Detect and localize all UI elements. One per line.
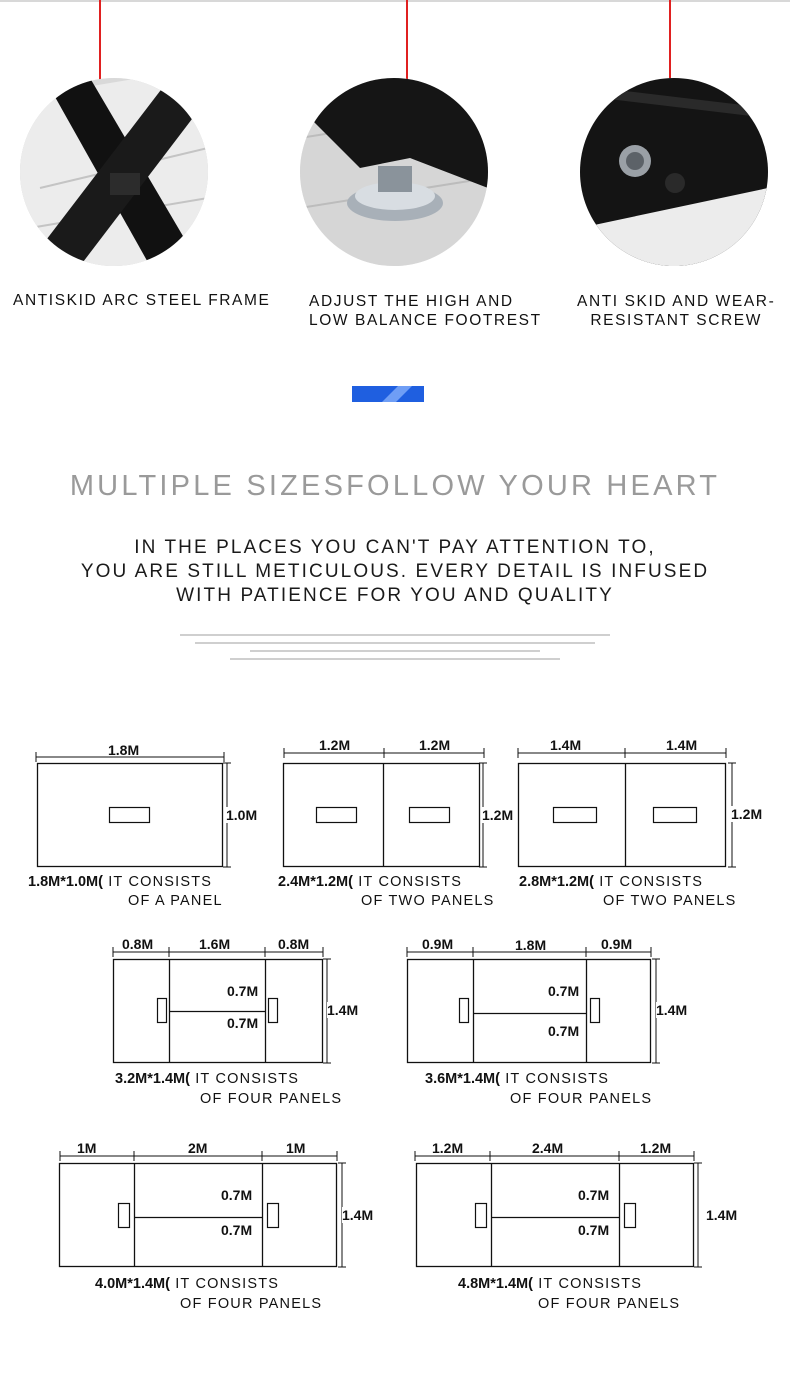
size-caption (28, 873, 212, 892)
size-diagram-2.4x1.2 (280, 735, 520, 870)
size-value: 3.2M*1.4M( (115, 1071, 190, 1087)
depth-label: 1.4M (706, 1207, 738, 1223)
size-value: 3.6M*1.4M( (425, 1071, 500, 1087)
feature-caption-line: ANTISKID ARC STEEL FRAME (13, 292, 271, 309)
feature-caption-line: ANTI SKID AND WEAR- (577, 293, 776, 310)
size-caption-line2: OF FOUR PANELS (180, 1296, 323, 1312)
panel-width-label: 1.4M (550, 737, 582, 753)
depth-label: 1.2M (482, 807, 514, 823)
size-diagram-3.2x1.4 (110, 935, 370, 1070)
red-pointer-line (99, 0, 101, 88)
decorative-fine-print (170, 634, 620, 664)
subtext-line: YOU ARE STILL METICULOUS. EVERY DETAIL IS INFUSED (80, 561, 710, 582)
half-depth-label: 0.7M (548, 983, 580, 999)
red-pointer-line (669, 0, 671, 80)
half-depth-label: 0.7M (221, 1187, 253, 1203)
panel-width-label: 1.4M (666, 737, 698, 753)
half-depth-label: 0.7M (227, 983, 259, 999)
wear-resistant-screw-photo (580, 78, 768, 266)
feature-caption-screw (577, 292, 775, 330)
half-depth-label: 0.7M (578, 1187, 610, 1203)
half-depth-label: 0.7M (221, 1222, 253, 1238)
size-caption (458, 1275, 642, 1294)
size-value: 4.0M*1.4M( (95, 1276, 170, 1292)
panel-width-label: 1.8M (515, 937, 547, 953)
size-diagram-4.8x1.4 (412, 1140, 752, 1275)
panel-width-label: 1.2M (640, 1140, 672, 1156)
feature-caption-line: RESISTANT SCREW (590, 312, 762, 329)
size-caption (115, 1070, 299, 1089)
section-subtext (0, 536, 790, 608)
feature-caption-line: LOW BALANCE FOOTREST (309, 312, 542, 329)
depth-label: 1.2M (731, 806, 763, 822)
size-value: 1.8M*1.0M( (28, 874, 103, 890)
depth-label: 1.0M (226, 807, 258, 823)
size-caption-line2: OF TWO PANELS (603, 893, 737, 909)
feature-caption-frame (13, 291, 270, 310)
arc-steel-frame-photo (20, 78, 208, 266)
panel-width-label: 0.9M (422, 936, 454, 952)
size-caption-line2: OF TWO PANELS (361, 893, 495, 909)
size-caption-text: IT CONSISTS (505, 1071, 610, 1087)
panel-width-label: 1.2M (319, 737, 351, 753)
section-headline: MULTIPLE SIZESFOLLOW YOUR HEART (69, 470, 721, 502)
table-outline (280, 735, 520, 870)
panel-width-label: 0.9M (601, 936, 633, 952)
panel-width-label: 1M (286, 1140, 306, 1156)
size-value: 4.8M*1.4M( (458, 1276, 533, 1292)
panel-width-label: 2M (188, 1140, 208, 1156)
panel-width-label: 1.6M (199, 936, 231, 952)
adjustable-footrest-photo (300, 78, 488, 266)
size-caption-line2: OF A PANEL (128, 893, 223, 909)
size-value: 2.4M*1.2M( (278, 874, 353, 890)
size-caption-text: IT CONSISTS (175, 1276, 280, 1292)
size-caption-line2: OF FOUR PANELS (510, 1091, 653, 1107)
width-label: 1.8M (108, 742, 140, 758)
half-depth-label: 0.7M (227, 1015, 259, 1031)
size-caption (278, 873, 462, 892)
size-caption-line2: OF FOUR PANELS (200, 1091, 343, 1107)
size-diagram-4.0x1.4 (56, 1140, 386, 1275)
top-divider (0, 0, 790, 2)
size-caption (425, 1070, 609, 1089)
size-caption (519, 873, 703, 892)
subtext-line: IN THE PLACES YOU CAN'T PAY ATTENTION TO, (134, 537, 656, 558)
panel-width-label: 1M (77, 1140, 97, 1156)
depth-label: 1.4M (656, 1002, 688, 1018)
section-accent-bar (352, 386, 424, 402)
panel-width-label: 1.2M (432, 1140, 464, 1156)
depth-label: 1.4M (342, 1207, 374, 1223)
feature-caption-footrest (309, 292, 542, 330)
depth-label: 1.4M (327, 1002, 359, 1018)
feature-caption-line: ADJUST THE HIGH AND (309, 293, 514, 310)
size-caption-text: IT CONSISTS (599, 874, 704, 890)
size-caption-line2: OF FOUR PANELS (538, 1296, 681, 1312)
size-caption-text: IT CONSISTS (538, 1276, 643, 1292)
table-outline (56, 1140, 386, 1275)
red-pointer-line (406, 0, 408, 80)
size-caption-text: IT CONSISTS (108, 874, 213, 890)
panel-width-label: 2.4M (532, 1140, 564, 1156)
size-diagram-1.8x1.0 (30, 740, 280, 870)
table-outline (412, 1140, 752, 1275)
subtext-line: WITH PATIENCE FOR YOU AND QUALITY (176, 585, 614, 606)
size-caption-text: IT CONSISTS (358, 874, 463, 890)
size-caption-text: IT CONSISTS (195, 1071, 300, 1087)
size-caption (95, 1275, 279, 1294)
half-depth-label: 0.7M (578, 1222, 610, 1238)
table-outline (514, 735, 784, 870)
size-diagram-2.8x1.2 (514, 735, 784, 870)
panel-width-label: 0.8M (122, 936, 154, 952)
half-depth-label: 0.7M (548, 1023, 580, 1039)
panel-width-label: 1.2M (419, 737, 451, 753)
size-value: 2.8M*1.2M( (519, 874, 594, 890)
size-diagram-3.6x1.4 (404, 935, 704, 1070)
table-outline (30, 740, 280, 870)
panel-width-label: 0.8M (278, 936, 310, 952)
